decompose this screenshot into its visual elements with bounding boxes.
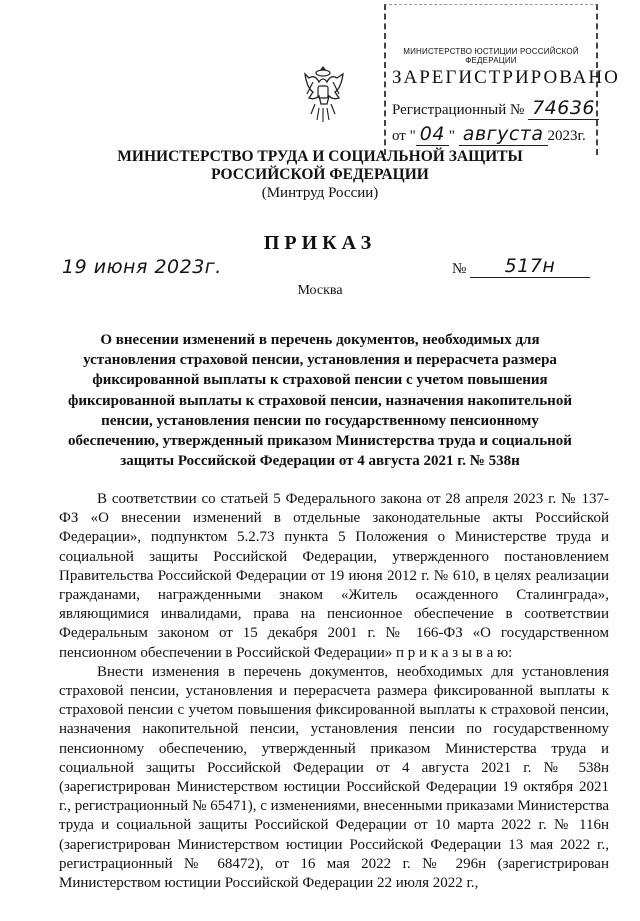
stamp-date-suffix: г. — [577, 128, 586, 144]
stamp-date-line — [392, 123, 586, 146]
stamp-status: ЗАРЕГИСТРИРОВАНО — [392, 67, 620, 88]
order-number: 517н — [470, 255, 590, 278]
state-emblem-icon — [301, 64, 345, 124]
ministry-line-2: РОССИЙСКОЙ ФЕДЕРАЦИИ — [211, 166, 429, 183]
document-title: О внесении изменений в перечень документов, необходимых для установления страховой пенсии, установления и перерасчета размера фиксированной выплаты к страховой пенсии с учетом повышения фиксированной выплаты к страховой пенсии, назначения накопительной пенсии, установления пенсии по государственному пенсионному обеспечению, утвержденный приказом Министерства труда и социальной защиты Российской Федерации от 4 августа 2021 г. № 538н — [68, 332, 572, 470]
body-paragraph-2: Внести изменения в перечень документов, необходимых для установления страховой пенсии, установления и перерасчета размера фиксированной выплаты к страховой пенсии с учетом повышения фиксированной выплаты к страховой пенсии, назначения накопительной пенсии, установления пенсии по государственному пенсионному обеспечению, утвержденный приказом Министерства труда и социальной защиты Российской Федерации от 4 августа 2021 г. № 538н (зарегистрирован Министерством юстиции Российской Федерации 19 октября 2021 г., регистрационный № 65471), с изменениями, внесенными приказами Министерства труда и социальной защиты Российской Федерации от 10 марта 2022 г. № 116н (зарегистрирован Министерством юстиции Российской Федерации 13 мая 2022 г., регистрационный № 68472), от 16 мая 2022 г. № 296н (зарегистрирован Министерством юстиции Российской Федерации 22 июля 2022 г., — [59, 663, 609, 892]
body-paragraph-1 — [59, 490, 609, 663]
stamp-date-mid: " — [448, 128, 456, 144]
registration-stamp — [384, 4, 620, 155]
stamp-date-year: 2023 — [547, 128, 578, 144]
stamp-reg-label: Регистрационный № — [392, 102, 525, 118]
order-command: п р и к а з ы в а ю: — [395, 644, 513, 661]
city: Москва — [297, 283, 343, 298]
document-body — [59, 490, 609, 893]
order-number-label: № — [452, 261, 467, 277]
stamp-date-day: 04 — [416, 123, 449, 146]
stamp-organization: МИНИСТЕРСТВО ЮСТИЦИИ РОССИЙСКОЙ ФЕДЕРАЦИИ — [403, 47, 579, 65]
stamp-reg-number: 74636 — [528, 97, 599, 120]
stamp-date-month: августа — [459, 123, 548, 146]
order-title: ПРИКАЗ — [263, 232, 377, 254]
stamp-date-prefix: от " — [392, 128, 416, 144]
stamp-registration-line — [392, 97, 599, 120]
order-date: 19 июня 2023г. — [62, 256, 222, 278]
ministry-short-name: (Минтруд России) — [261, 185, 379, 201]
ministry-name — [0, 148, 640, 184]
ministry-line-1: МИНИСТЕРСТВО ТРУДА И СОЦИАЛЬНОЙ ЗАЩИТЫ — [117, 148, 523, 165]
paragraph-1-text: В соответствии со статьей 5 Федерального закона от 28 апреля 2023 г. № 137-ФЗ «О внесении изменений в отдельные законодательные акты Российской Федерации», подпунктом 5.2.73 пункта 5 Положения о Министерстве труда и социальной защиты Российской Федерации, утвержденного постановлением Правительства Российской Федерации от 19 июня 2012 г. № 610, в целях реализации гражданами, награжденными знаком «Житель осажденного Сталинграда», являющимися инвалидами, права на пенсионное обеспечение в соответствии Федеральным законом от 15 декабря 2001 г. № 166-ФЗ «О государственном пенсионном обеспечении в Российской Федерации» — [59, 491, 609, 661]
